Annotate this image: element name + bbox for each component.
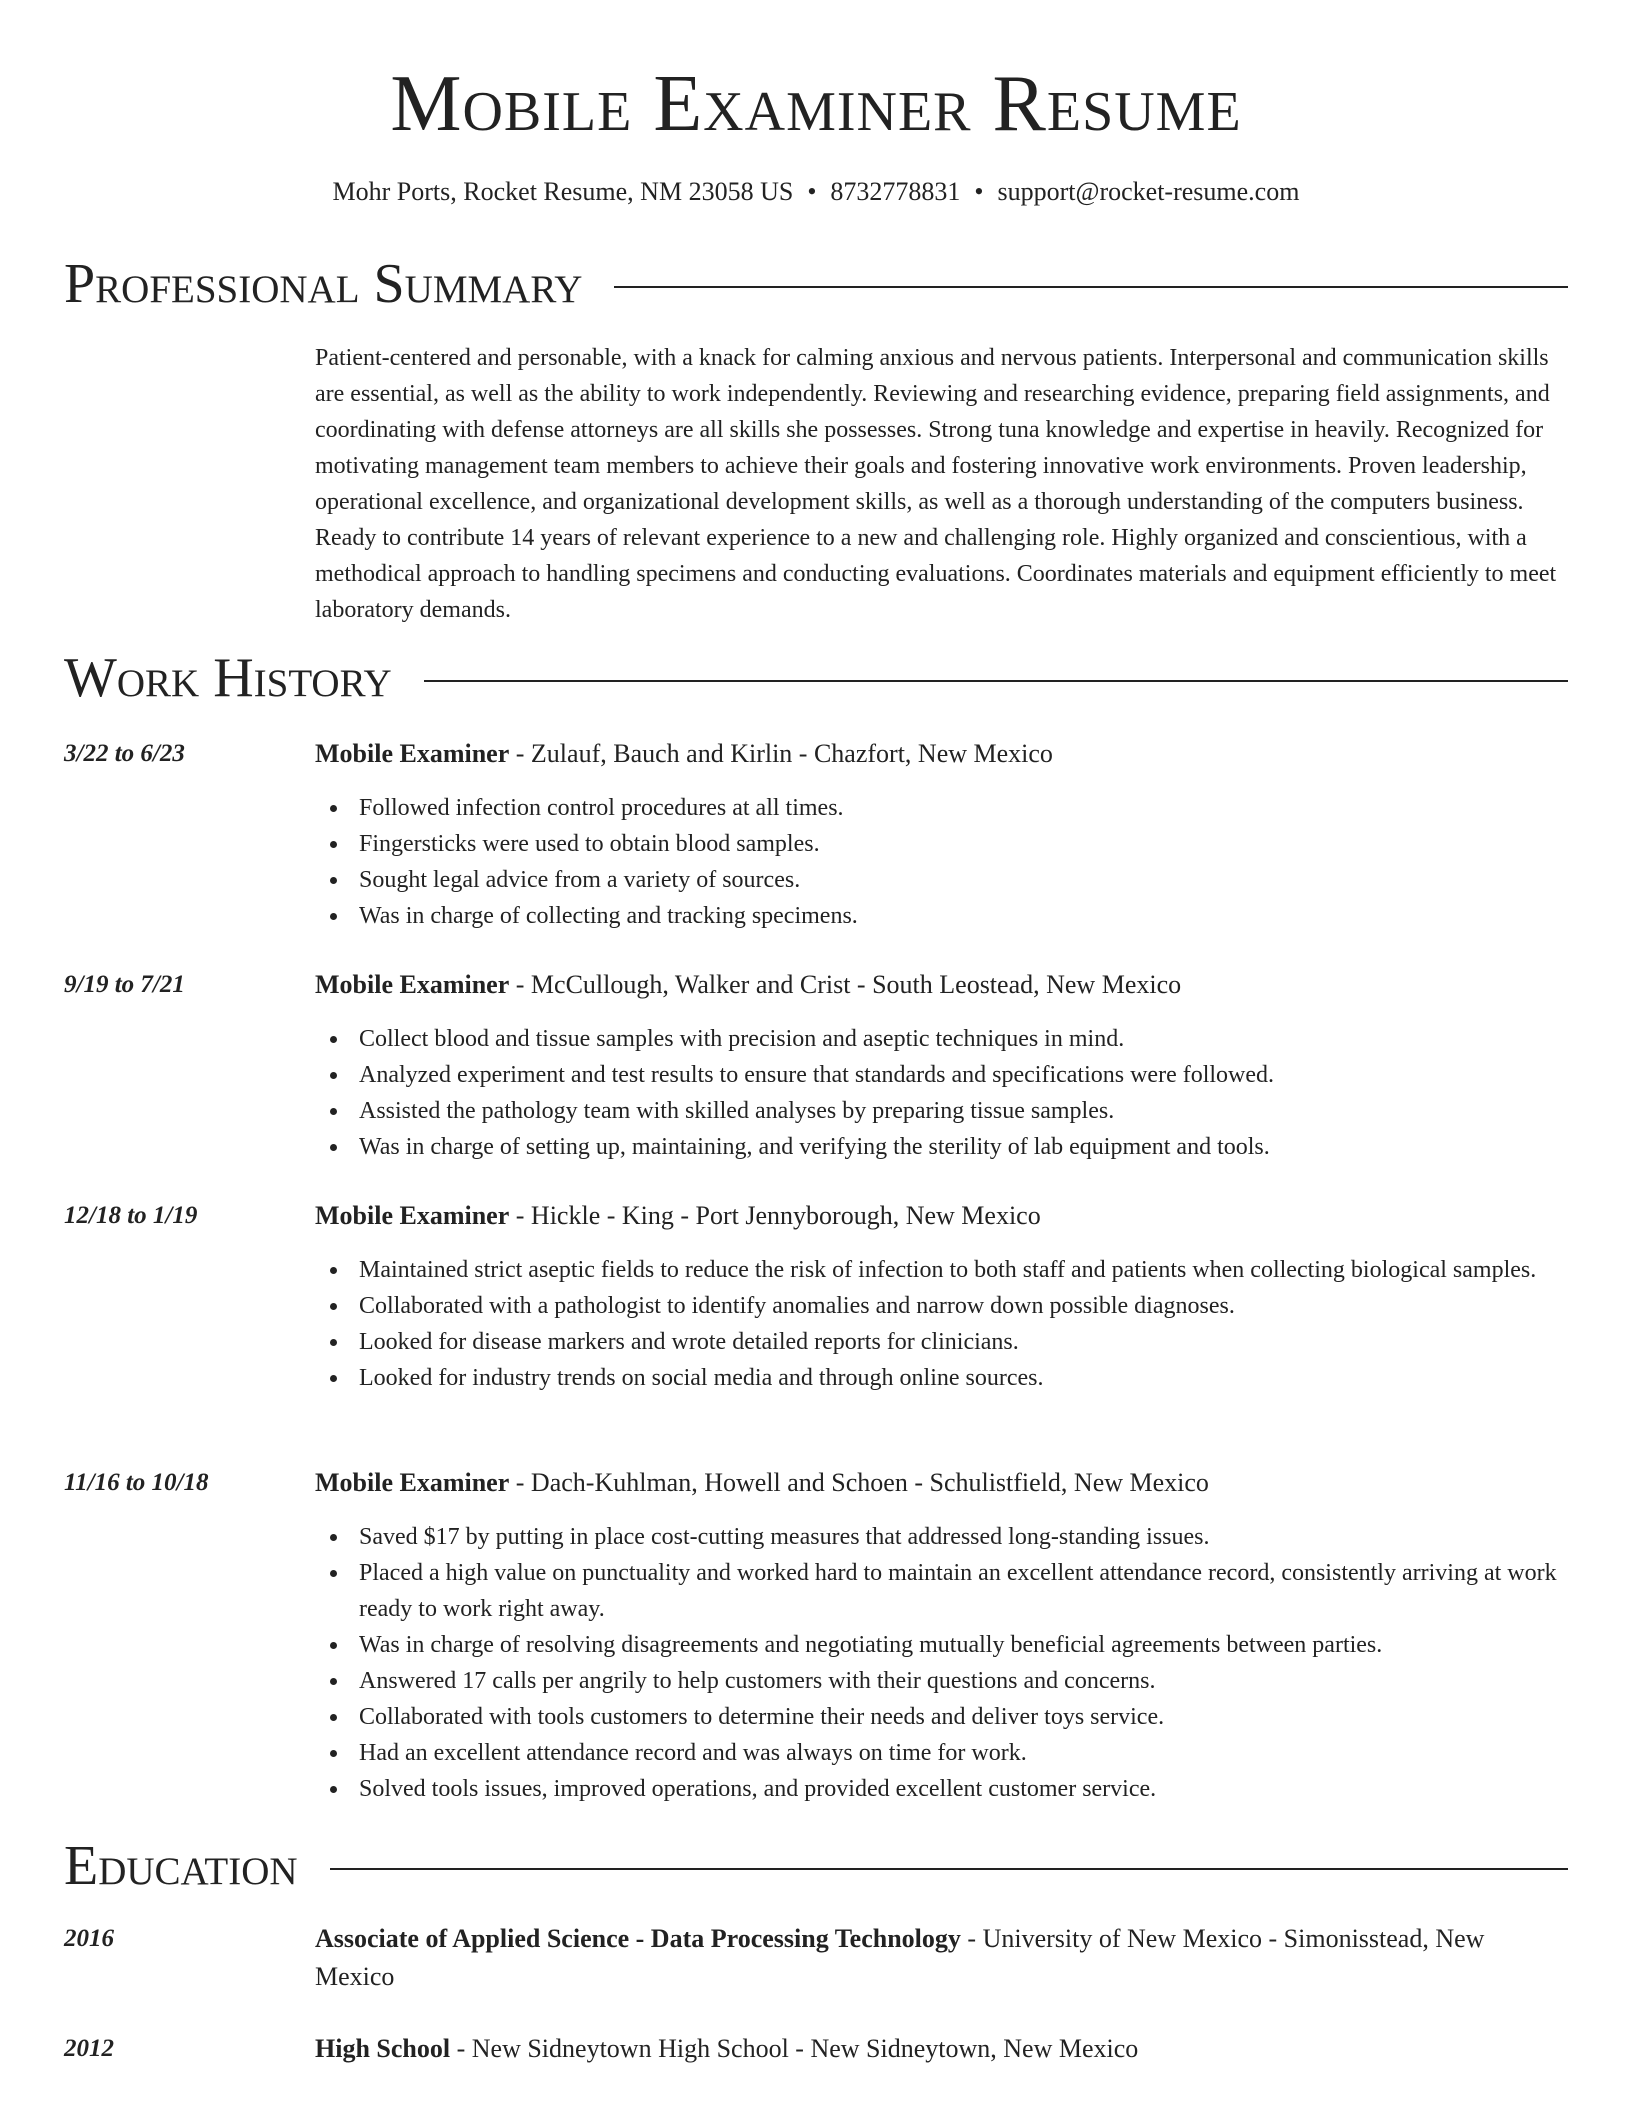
contact-email[interactable]: support@rocket-resume.com xyxy=(997,177,1300,206)
resume-title: Mobile Examiner Resume xyxy=(390,60,1242,148)
job-title: Mobile Examiner xyxy=(315,970,510,999)
job-title: Mobile Examiner xyxy=(315,1201,510,1230)
summary-heading: Professional Summary xyxy=(64,253,583,315)
job-bullet: Had an excellent attendance record and was always on time for work. xyxy=(359,1735,1612,1771)
job-dates: 3/22 to 6/23 xyxy=(64,740,185,767)
section-divider xyxy=(424,680,1568,682)
work-heading: Work History xyxy=(64,647,392,709)
job-bullet: Maintained strict aseptic fields to reduce the risk of infection to both staff and patients when collecting biological samples. xyxy=(359,1252,1612,1288)
education-degree: High School xyxy=(315,2034,451,2063)
job-dates: 9/19 to 7/21 xyxy=(64,971,185,998)
job-dates: 11/16 to 10/18 xyxy=(64,1469,209,1496)
job-bullet: Collaborated with tools customers to determine their needs and deliver toys service. xyxy=(359,1699,1612,1735)
job-bullets xyxy=(315,1021,1612,1165)
job-title: Mobile Examiner xyxy=(315,739,510,768)
job-heading xyxy=(315,1198,1568,1234)
job-bullet: Collect blood and tissue samples with precision and aseptic techniques in mind. xyxy=(359,1021,1612,1057)
education-section-header xyxy=(64,1834,1568,1898)
job-bullet: Analyzed experiment and test results to ensure that standards and specifications were followed. xyxy=(359,1057,1612,1093)
job-bullets xyxy=(315,1519,1612,1807)
contact-line xyxy=(0,174,1632,210)
job-bullet: Answered 17 calls per angrily to help customers with their questions and concerns. xyxy=(359,1663,1612,1699)
contact-separator: • xyxy=(807,177,817,206)
education-year: 2016 xyxy=(64,1925,114,1952)
section-divider xyxy=(330,1868,1568,1870)
job-bullet: Was in charge of resolving disagreements and negotiating mutually beneficial agreements between parties. xyxy=(359,1627,1612,1663)
job-bullet: Sought legal advice from a variety of sources. xyxy=(359,862,1612,898)
job-bullet: Solved tools issues, improved operations, and provided excellent customer service. xyxy=(359,1771,1612,1807)
job-bullet: Collaborated with a pathologist to identify anomalies and narrow down possible diagnoses. xyxy=(359,1288,1612,1324)
job-heading xyxy=(315,736,1568,772)
work-section-header xyxy=(64,646,1568,710)
job-bullets xyxy=(315,1252,1612,1396)
contact-address: Mohr Ports, Rocket Resume, NM 23058 US xyxy=(332,177,794,206)
summary-section-header xyxy=(64,252,1568,316)
job-bullet: Followed infection control procedures at all times. xyxy=(359,790,1612,826)
job-bullet: Was in charge of collecting and tracking specimens. xyxy=(359,898,1612,934)
job-bullet: Saved $17 by putting in place cost-cutting measures that addressed long-standing issues. xyxy=(359,1519,1612,1555)
education-school: - New Sidneytown High School - New Sidneytown, New Mexico xyxy=(450,2034,1139,2063)
education-heading: Education xyxy=(64,1835,298,1897)
job-employer: - Dach-Kuhlman, Howell and Schoen - Schulistfield, New Mexico xyxy=(509,1468,1209,1497)
job-dates: 12/18 to 1/19 xyxy=(64,1202,198,1229)
education-school: - University of New Mexico - Simonisstead, New Mexico xyxy=(315,1924,1485,1991)
job-bullet: Assisted the pathology team with skilled analyses by preparing tissue samples. xyxy=(359,1093,1612,1129)
education-degree: Associate of Applied Science - Data Processing Technology xyxy=(315,1924,961,1953)
job-bullet: Placed a high value on punctuality and worked hard to maintain an excellent attendance record, consistently arriving at work ready to work right away. xyxy=(359,1555,1612,1627)
job-bullet: Was in charge of setting up, maintaining, and verifying the sterility of lab equipment and tools. xyxy=(359,1129,1612,1165)
job-employer: - Hickle - King - Port Jennyborough, New Mexico xyxy=(509,1201,1041,1230)
job-bullet: Looked for industry trends on social media and through online sources. xyxy=(359,1360,1612,1396)
job-title: Mobile Examiner xyxy=(315,1468,510,1497)
education-heading-line xyxy=(315,2030,1568,2068)
job-heading xyxy=(315,967,1568,1003)
contact-phone: 8732778831 xyxy=(830,177,961,206)
job-bullet: Looked for disease markers and wrote detailed reports for clinicians. xyxy=(359,1324,1612,1360)
job-bullet: Fingersticks were used to obtain blood samples. xyxy=(359,826,1612,862)
section-divider xyxy=(614,286,1568,288)
contact-separator: • xyxy=(974,177,984,206)
education-heading-line xyxy=(315,1920,1568,1996)
job-bullets xyxy=(315,790,1612,934)
job-heading xyxy=(315,1465,1568,1501)
summary-text: Patient-centered and personable, with a knack for calming anxious and nervous patients. Interpersonal and communication skills are essential, as well as the ability to work independently. Reviewing and researching evidence, preparing field assignments, and coordinating with defense attorneys are all skills she possesses. Strong tuna knowledge and expertise in heavily. Recognized for motivating management team members to achieve their goals and fostering innovative work environments. Proven leadership, operational excellence, and organizational development skills, as well as a thorough understanding of the computers business. Ready to contribute 14 years of relevant experience to a new and challenging role. Highly organized and conscientious, with a methodical approach to handling specimens and conducting evaluations. Coordinates materials and equipment efficiently to meet laboratory demands. xyxy=(315,345,1557,623)
job-employer: - McCullough, Walker and Crist - South Leostead, New Mexico xyxy=(509,970,1182,999)
job-employer: - Zulauf, Bauch and Kirlin - Chazfort, New Mexico xyxy=(509,739,1053,768)
education-year: 2012 xyxy=(64,2035,114,2062)
